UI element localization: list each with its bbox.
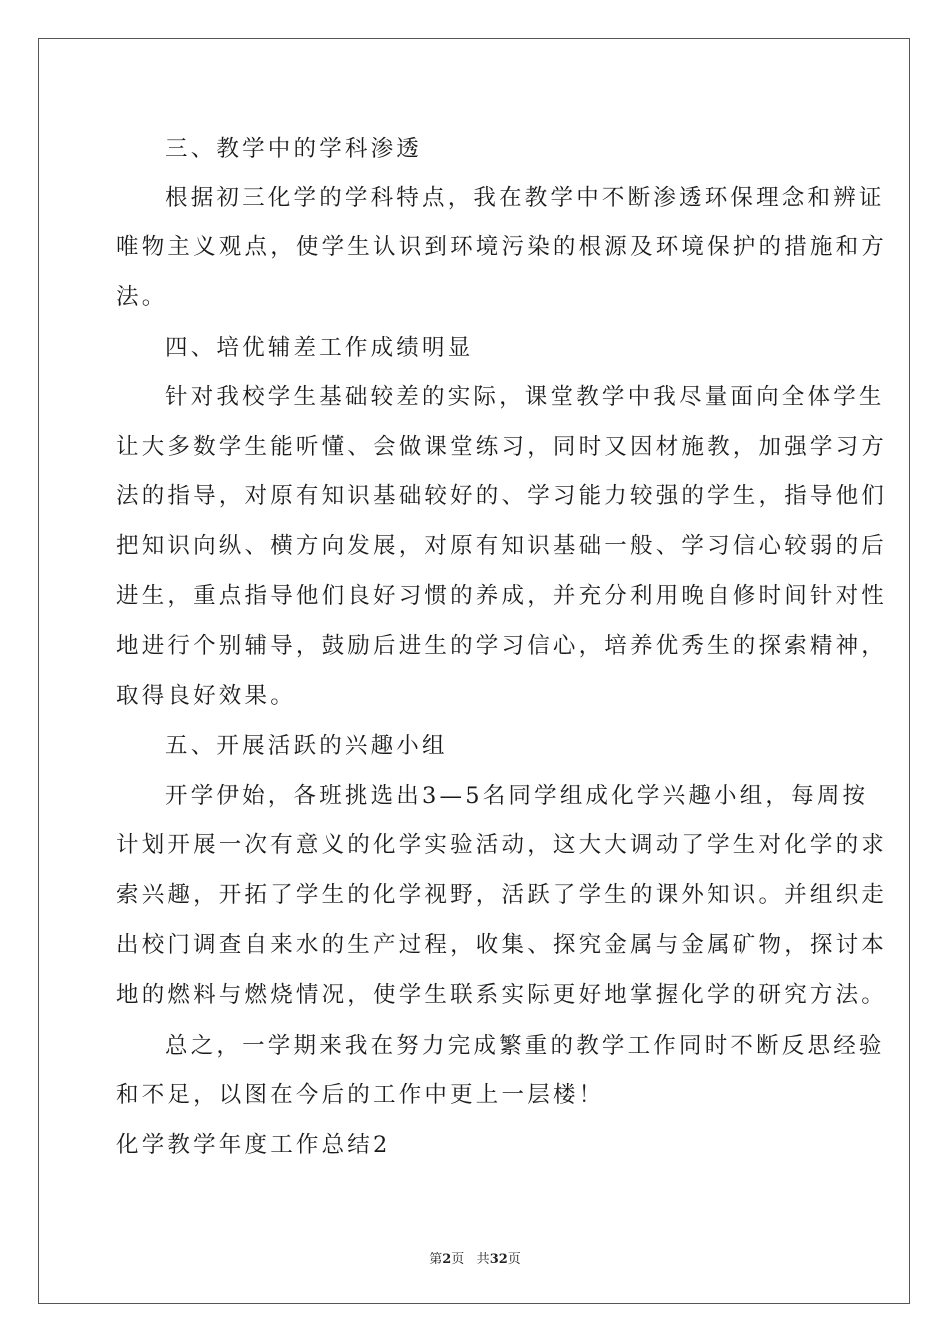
paragraph-line: 取得良好效果。 bbox=[116, 683, 296, 709]
paragraph-line: 让大多数学生能听懂、会做课堂练习，同时又因材施教，加强学习方 bbox=[116, 434, 888, 460]
section-heading-4: 四、培优辅差工作成绩明显 bbox=[165, 335, 474, 361]
paragraph-line: 针对我校学生基础较差的实际，课堂教学中我尽量面向全体学生 bbox=[165, 384, 885, 410]
paragraph-line: 唯物主义观点，使学生认识到环境污染的根源及环境保护的措施和方 bbox=[116, 234, 888, 260]
paragraph-line: 出校门调查自来水的生产过程，收集、探究金属与金属矿物，探讨本 bbox=[116, 932, 888, 958]
paragraph-line: 地的燃料与燃烧情况，使学生联系实际更好地掌握化学的研究方法。 bbox=[116, 982, 888, 1008]
paragraph-line: 把知识向纵、横方向发展，对原有知识基础一般、学习信心较弱的后 bbox=[116, 533, 888, 559]
paragraph-line: 总之，一学期来我在努力完成繁重的教学工作同时不断反思经验 bbox=[165, 1033, 885, 1059]
paragraph-line: 索兴趣，开拓了学生的化学视野，活跃了学生的课外知识。并组织走 bbox=[116, 882, 888, 908]
paragraph-line: 计划开展一次有意义的化学实验活动，这大大调动了学生对化学的求 bbox=[116, 832, 888, 858]
page-prefix: 第 bbox=[429, 1252, 443, 1267]
paragraph-line: 法的指导，对原有知识基础较好的、学习能力较强的学生，指导他们 bbox=[116, 483, 888, 509]
page-footer bbox=[0, 1248, 950, 1267]
total-prefix: 共 bbox=[476, 1252, 490, 1267]
paragraph-line: 法。 bbox=[116, 284, 168, 310]
page-border bbox=[38, 38, 910, 1304]
document-title: 化学教学年度工作总结2 bbox=[116, 1132, 391, 1158]
total-suffix: 页 bbox=[507, 1252, 521, 1267]
paragraph-line: 开学伊始，各班挑选出3—5名同学组成化学兴趣小组，每周按 bbox=[165, 783, 869, 809]
paragraph-line: 根据初三化学的学科特点，我在教学中不断渗透环保理念和辨证 bbox=[165, 185, 885, 211]
paragraph-line: 地进行个别辅导，鼓励后进生的学习信心，培养优秀生的探索精神， bbox=[116, 633, 888, 659]
page-number: 2 bbox=[442, 1252, 452, 1267]
total-pages: 32 bbox=[489, 1252, 508, 1267]
page-suffix: 页 bbox=[451, 1252, 465, 1267]
paragraph-line: 和不足，以图在今后的工作中更上一层楼！ bbox=[116, 1082, 605, 1108]
paragraph-line: 进生，重点指导他们良好习惯的养成，并充分利用晚自修时间针对性 bbox=[116, 583, 888, 609]
section-heading-5: 五、开展活跃的兴趣小组 bbox=[165, 733, 448, 759]
section-heading-3: 三、教学中的学科渗透 bbox=[165, 136, 423, 162]
